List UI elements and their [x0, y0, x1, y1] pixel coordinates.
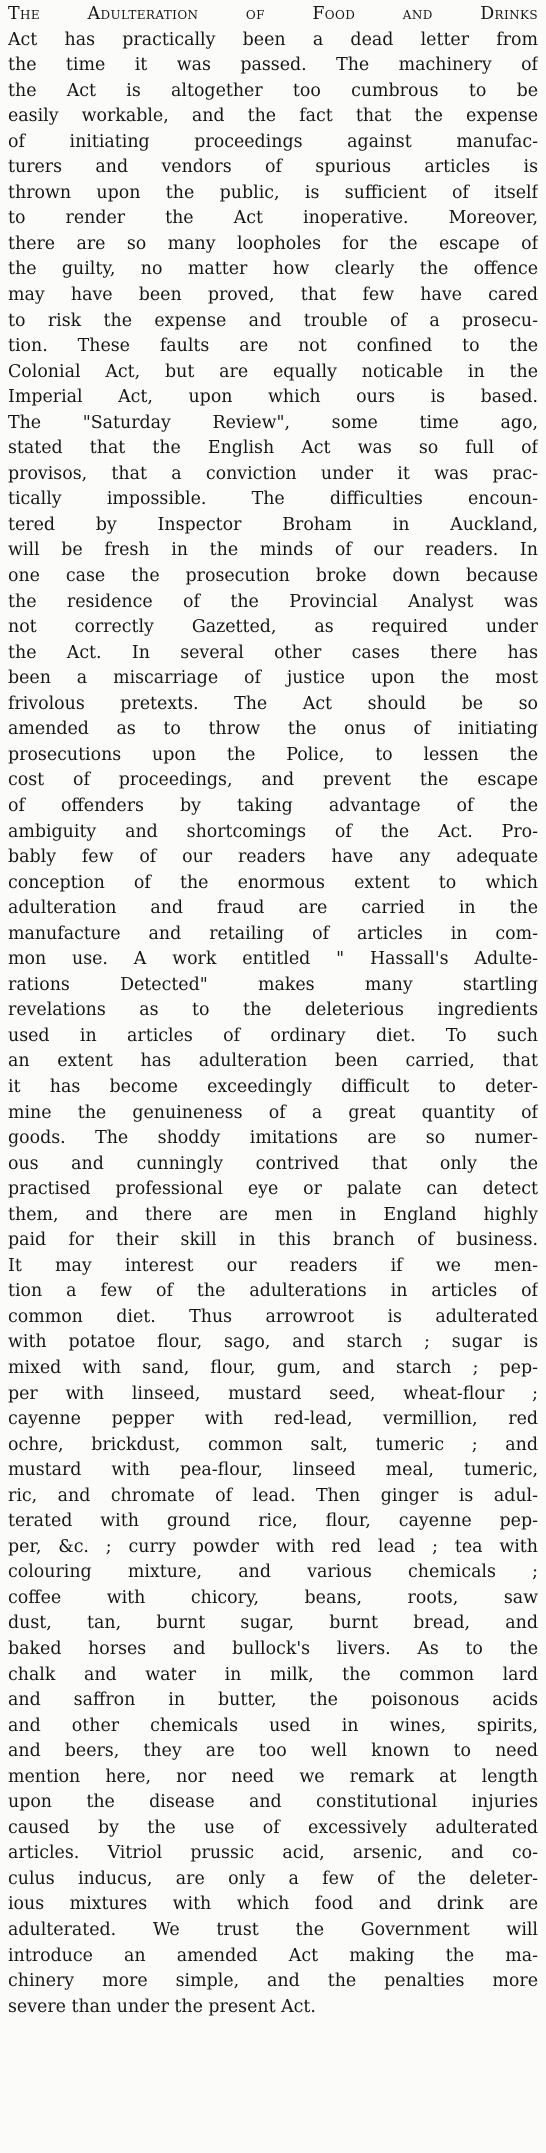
- article-line: manufacture and retailing of articles in com-: [8, 923, 538, 944]
- article-line: per, &c. ; curry powder with red lead ; tea with: [8, 1536, 538, 1557]
- article-line: and saffron in butter, the poisonous acids: [8, 1690, 538, 1711]
- article-line: practised professional eye or palate can detect: [8, 1179, 538, 1200]
- article-line: will be fresh in the minds of our readers. In: [8, 540, 538, 561]
- article-line: stated that the English Act was so full of: [8, 438, 538, 459]
- article-line: introduce an amended Act making the ma-: [8, 1945, 538, 1966]
- article-line: ous and cunningly contrived that only the: [8, 1153, 538, 1174]
- article-line: them, and there are men in England highly: [8, 1204, 538, 1225]
- article-line: there are so many loopholes for the escape of: [8, 233, 538, 254]
- article-line: baked horses and bullock's livers. As to the: [8, 1639, 538, 1659]
- article-line: used in articles of ordinary diet. To such: [8, 1025, 538, 1046]
- article-line: ric, and chromate of lead. Then ginger is adul-: [8, 1485, 538, 1506]
- article-line: the time it was passed. The machinery of: [8, 55, 538, 76]
- article-line: the guilty, no matter how clearly the offence: [8, 259, 538, 280]
- article-line: it has become exceedingly difficult to deter-: [8, 1076, 538, 1097]
- article-line: and beers, they are too well known to need: [8, 1741, 538, 1762]
- article-line: easily workable, and the fact that the expense: [8, 106, 538, 127]
- article-line: terated with ground rice, flour, cayenne pep-: [8, 1511, 538, 1532]
- article-line: mustard with pea-flour, linseed meal, tumeric,: [8, 1460, 538, 1481]
- article-line: been a miscarriage of justice upon the most: [8, 668, 538, 689]
- article-line: to render the Act inoperative. Moreover,: [8, 208, 538, 229]
- article-line: of offenders by taking advantage of the: [8, 795, 538, 816]
- article-line: mine the genuineness of a great quantity of: [8, 1102, 538, 1123]
- article-line: cost of proceedings, and prevent the escape: [8, 770, 538, 791]
- article-line: Colonial Act, but are equally noticable in the: [8, 361, 538, 382]
- article-line: thrown upon the public, is sufficient of itself: [8, 182, 538, 203]
- article-line: of initiating proceedings against manufac-: [8, 131, 538, 152]
- article-title: The Adulteration of Food and Drinks: [8, 4, 538, 24]
- article-lines: [8, 28, 538, 2021]
- article-line: paid for their skill in this branch of business.: [8, 1230, 538, 1251]
- article-line: ious mixtures with which food and drink are: [8, 1894, 538, 1915]
- article-line: It may interest our readers if we men-: [8, 1255, 538, 1276]
- article-line: the residence of the Provincial Analyst was: [8, 591, 538, 612]
- article-line: adulteration and fraud are carried in the: [8, 898, 538, 919]
- article-line: tion a few of the adulterations in articles of: [8, 1281, 538, 1302]
- article-line: turers and vendors of spurious articles is: [8, 157, 538, 178]
- article-line: rations Detected" makes many startling: [8, 974, 538, 995]
- article-line: upon the disease and constitutional injuries: [8, 1792, 538, 1813]
- article-line: the Act is altogether too cumbrous to be: [8, 80, 538, 101]
- article-line: and other chemicals used in wines, spirits,: [8, 1715, 538, 1736]
- article-line: ambiguity and shortcomings of the Act. Pro-: [8, 821, 538, 842]
- article-line: mention here, nor need we remark at length: [8, 1766, 538, 1787]
- article-line: frivolous pretexts. The Act should be so: [8, 693, 538, 714]
- article-line: amended as to throw the onus of initiating: [8, 719, 538, 740]
- article-line: chinery more simple, and the penalties more: [8, 1971, 538, 1992]
- article-line: mon use. A work entitled " Hassall's Adulte-: [8, 949, 538, 970]
- article-line: tion. These faults are not confined to the: [8, 336, 538, 357]
- article-line: an extent has adulteration been carried, that: [8, 1051, 538, 1072]
- article-line: tered by Inspector Broham in Auckland,: [8, 514, 538, 535]
- article-line: Act has practically been a dead letter from: [8, 29, 538, 50]
- article-line: provisos, that a conviction under it was prac-: [8, 463, 538, 484]
- article-line: prosecutions upon the Police, to lessen the: [8, 744, 538, 765]
- article-line: severe than under the present Act.: [8, 1996, 316, 2017]
- article-line: caused by the use of excessively adulterated: [8, 1817, 538, 1838]
- article-line: The "Saturday Review", some time ago,: [8, 412, 538, 433]
- article-line: not correctly Gazetted, as required under: [8, 617, 538, 638]
- article-line: culus inducus, are only a few of the deleter-: [8, 1868, 538, 1889]
- article-line: mixed with sand, flour, gum, and starch ; pep-: [8, 1357, 538, 1378]
- article-line: conception of the enormous extent to which: [8, 872, 538, 893]
- article-line: adulterated. We trust the Government will: [8, 1920, 538, 1941]
- article-line: cayenne pepper with red-lead, vermillion, red: [8, 1409, 538, 1430]
- article-line: revelations as to the deleterious ingredients: [8, 1000, 538, 1021]
- article-line: goods. The shoddy imitations are so numer-: [8, 1128, 538, 1149]
- article-line: one case the prosecution broke down because: [8, 566, 538, 587]
- article-line: per with linseed, mustard seed, wheat-flour ;: [8, 1383, 538, 1404]
- article-line: chalk and water in milk, the common lard: [8, 1664, 538, 1685]
- article-line: colouring mixture, and various chemicals ;: [8, 1562, 538, 1583]
- article-line: coffee with chicory, beans, roots, saw: [8, 1587, 538, 1608]
- article-line: articles. Vitriol prussic acid, arsenic, and co-: [8, 1843, 538, 1864]
- article-line: to risk the expense and trouble of a prosecu-: [8, 310, 538, 331]
- article-line: the Act. In several other cases there has: [8, 642, 538, 663]
- article-body: [8, 2, 538, 2020]
- article-line: bably few of our readers have any adequate: [8, 847, 538, 868]
- article-line: with potatoe flour, sago, and starch ; sugar is: [8, 1332, 538, 1353]
- article-line: tically impossible. The difficulties encoun-: [8, 489, 538, 510]
- article-line: ochre, brickdust, common salt, tumeric ; and: [8, 1434, 538, 1455]
- article-line: dust, tan, burnt sugar, burnt bread, and: [8, 1613, 538, 1634]
- article-line: Imperial Act, upon which ours is based.: [8, 387, 538, 408]
- article-line: may have been proved, that few have cared: [8, 285, 538, 306]
- article-line: common diet. Thus arrowroot is adulterated: [8, 1306, 538, 1327]
